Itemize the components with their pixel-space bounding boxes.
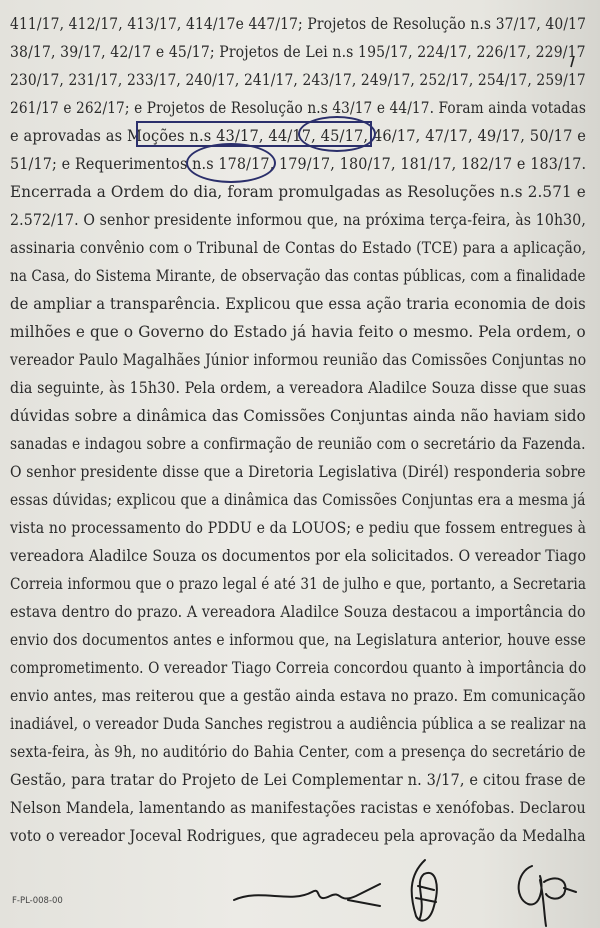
- text-line: inadiável, o vereador Duda Sanches registrou a audiência pública a se realizar na: [10, 714, 587, 733]
- text-line: estava dentro do prazo. A vereadora Aladilce Souza destacou a importância do: [10, 602, 586, 621]
- text-line: 38/17, 39/17, 42/17 e 45/17; Projetos de Lei n.s 195/17, 224/17, 226/17, 229/17: [10, 42, 586, 61]
- text-line: O senhor presidente disse que a Diretoria Legislativa (Dirél) responderia sobre: [10, 462, 586, 481]
- text-line: milhões e que o Governo do Estado já havia feito o mesmo. Pela ordem, o: [10, 322, 586, 341]
- text-line: voto o vereador Joceval Rodrigues, que agradeceu pela aprovação da Medalha: [10, 826, 586, 845]
- text-line: Encerrada a Ordem do dia, foram promulgadas as Resoluções n.s 2.571 e: [10, 182, 586, 201]
- text-line: sexta-feira, às 9h, no auditório do Bahia Center, com a presença do secretário de: [10, 742, 586, 761]
- text-line: envio antes, mas reiterou que a gestão ainda estava no prazo. Em comunicação: [10, 686, 586, 705]
- text-line: na Casa, do Sistema Mirante, de observação das contas públicas, com a finalidade: [10, 266, 586, 285]
- text-line: Nelson Mandela, lamentando as manifestações racistas e xenófobas. Declarou: [10, 798, 586, 817]
- text-line: comprometimento. O vereador Tiago Correia concordou quanto à importância do: [10, 658, 587, 677]
- text-line: 2.572/17. O senhor presidente informou que, na próxima terça-feira, às 10h30,: [10, 210, 587, 229]
- text-line: 51/17; e Requerimentos n.s 178/17, 179/17, 180/17, 181/17, 182/17 e 183/17.: [10, 154, 587, 173]
- text-line: vista no processamento do PDDU e da LOUOS; e pediu que fossem entregues à: [10, 518, 587, 537]
- text-line: 261/17 e 262/17; e Projetos de Resolução n.s 43/17 e 44/17. Foram ainda votadas: [10, 98, 586, 117]
- text-line: dia seguinte, às 15h30. Pela ordem, a vereadora Aladilce Souza disse que suas: [10, 378, 587, 397]
- text-line: envio dos documentos antes e informou que, na Legislatura anterior, houve esse: [10, 630, 586, 649]
- text-line: vereadora Aladilce Souza os documentos por ela solicitados. O vereador Tiago: [10, 546, 587, 565]
- text-line: dúvidas sobre a dinâmica das Comissões Conjuntas ainda não haviam sido: [10, 406, 586, 425]
- form-code: F-PL-008-00: [12, 896, 63, 906]
- text-line: assinaria convênio com o Tribunal de Contas do Estado (TCE) para a aplicação,: [10, 238, 587, 257]
- pen-mark-icon: [568, 55, 578, 69]
- text-line: de ampliar a transparência. Explicou que essa ação traria economia de dois: [10, 294, 586, 313]
- signature-2-icon: [400, 856, 450, 928]
- text-line: essas dúvidas; explicou que a dinâmica das Comissões Conjuntas era a mesma já: [10, 490, 586, 509]
- text-line: 230/17, 231/17, 233/17, 240/17, 241/17, 243/17, 249/17, 252/17, 254/17, 259/17: [10, 70, 586, 89]
- text-line: Gestão, para tratar do Projeto de Lei Complementar n. 3/17, e citou frase de: [10, 770, 586, 789]
- text-line: Correia informou que o prazo legal é até 31 de julho e que, portanto, a Secretaria: [10, 574, 587, 593]
- signature-1-icon: [230, 870, 390, 910]
- text-line: vereador Paulo Magalhães Júnior informou reunião das Comissões Conjuntas no: [10, 350, 587, 369]
- text-line: sanadas e indagou sobre a confirmação de reunião com o secretário da Fazenda.: [10, 434, 586, 453]
- text-line: 411/17, 412/17, 413/17, 414/17e 447/17; Projetos de Resolução n.s 37/17, 40/17: [10, 14, 587, 33]
- signature-3-icon: [510, 858, 580, 928]
- text-line: e aprovadas as Moções n.s 43/17, 44/17, 45/17, 46/17, 47/17, 49/17, 50/17 e: [10, 126, 587, 145]
- pen-circle-annotation: [298, 116, 376, 152]
- pen-circle-annotation: [186, 143, 276, 183]
